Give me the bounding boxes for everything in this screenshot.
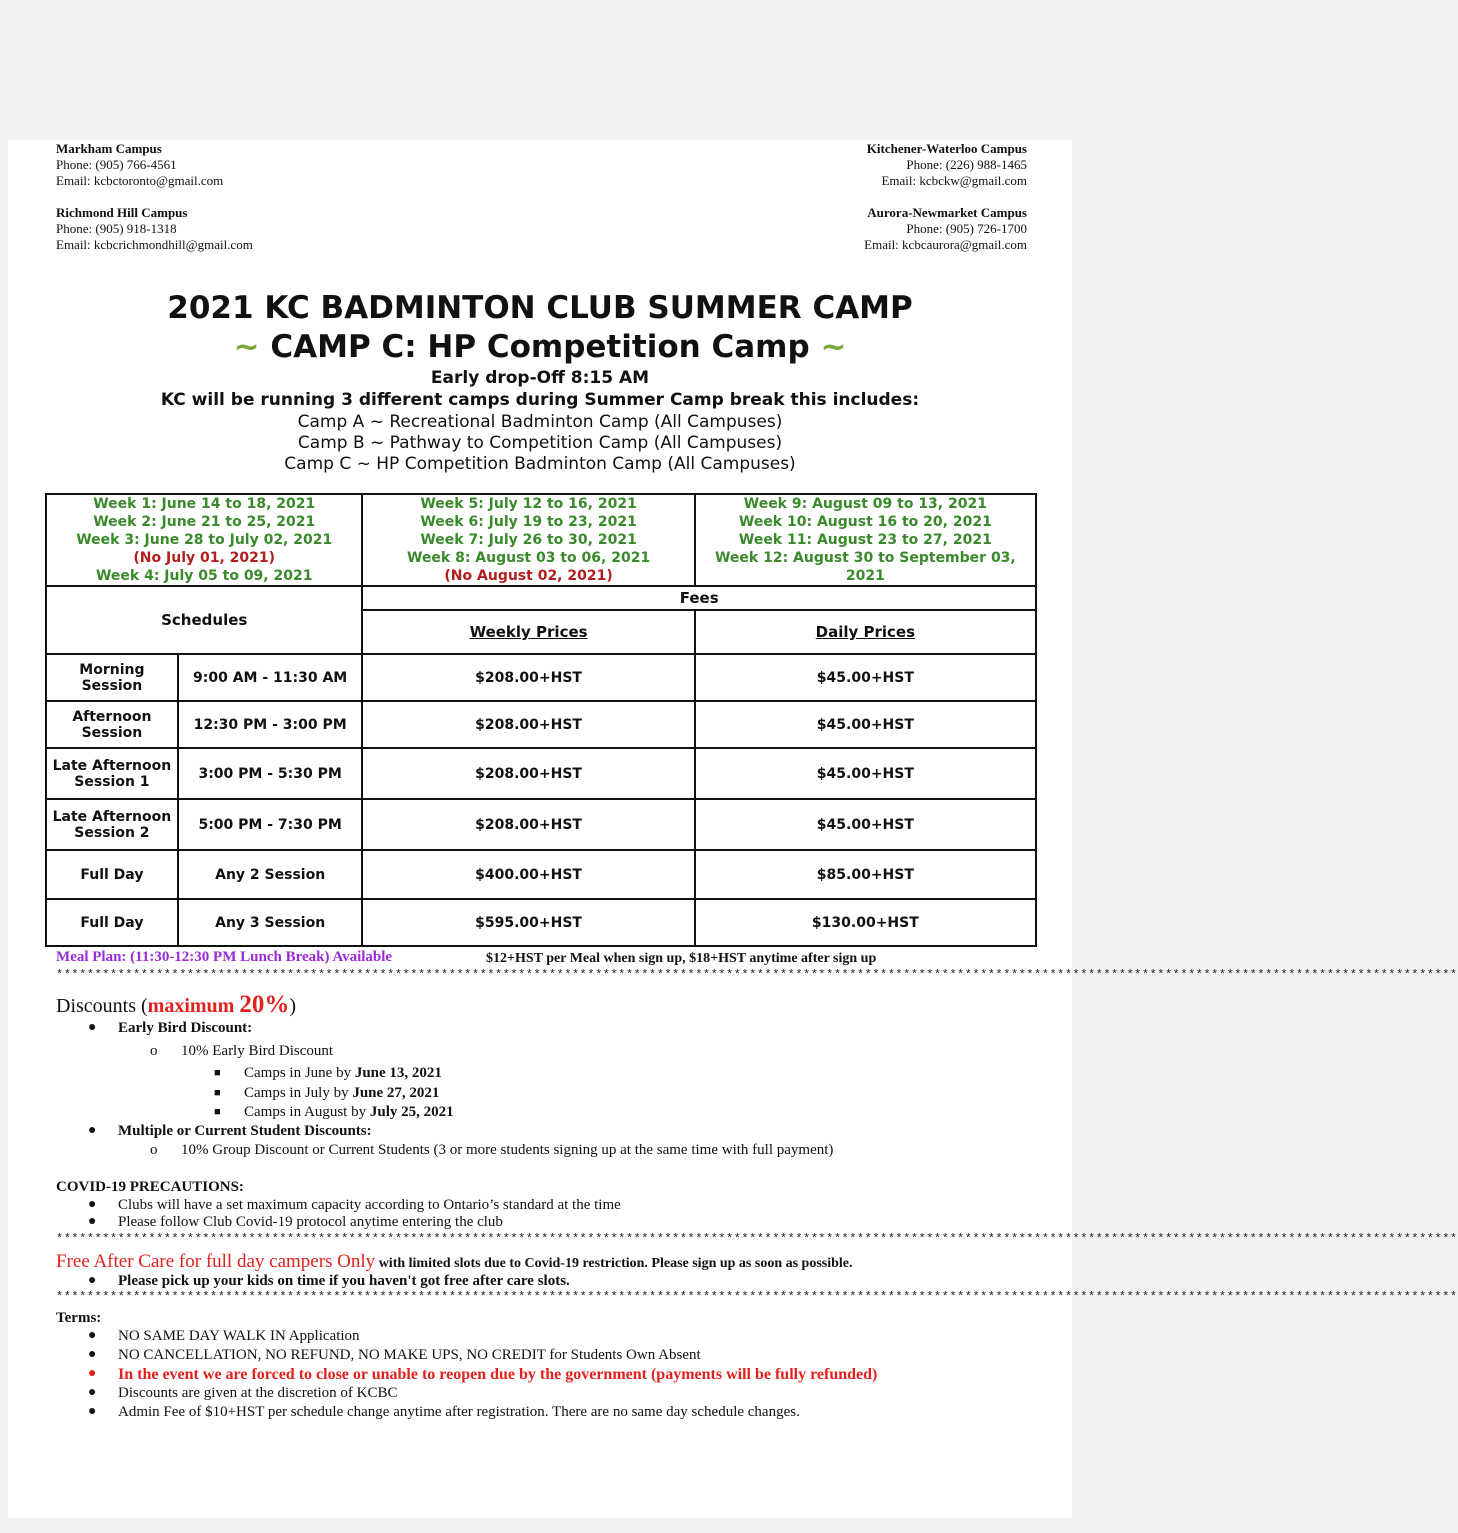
aftercare-line: Free After Care for full day campers Only with limited slots due to Covid-19 restriction. Please sign up as soon as possible.: [56, 1251, 853, 1272]
table-row: Morning Session 9:00 AM - 11:30 AM $208.00+HST $45.00+HST: [46, 654, 1036, 701]
page-title: 2021 KC BADMINTON CLUB SUMMER CAMP: [167, 290, 913, 326]
table-row: Afternoon Session 12:30 PM - 3:00 PM $208.00+HST $45.00+HST: [46, 701, 1036, 748]
star-divider: **************************************************************************************************************************************************************************************: [56, 1232, 1458, 1246]
markham-campus: [56, 141, 223, 189]
early-bird-sub: 10% Early Bird Discount: [181, 1043, 334, 1059]
aurora-campus: [864, 205, 1027, 253]
table-row: Full Day Any 2 Session $400.00+HST $85.00+HST: [46, 850, 1036, 899]
campus-phone: Phone: (905) 766-4561: [56, 157, 177, 172]
bullet-dot: ●: [88, 1404, 97, 1419]
campus-email: Email: kcbcaurora@gmail.com: [864, 237, 1027, 252]
bullet-square: ■: [214, 1087, 221, 1099]
bullet-dot: ●: [88, 1385, 97, 1400]
camp-list-item: Camp A ~ Recreational Badminton Camp (All Campuses): [297, 412, 783, 432]
schedule-table: [45, 493, 1037, 947]
intro-text: KC will be running 3 different camps during Summer Camp break this includes:: [160, 390, 920, 410]
terms-item-refund: In the event we are forced to close or unable to reopen due by the government (payments will be fully refunded): [118, 1366, 878, 1383]
early-bird-item: Camps in July by June 27, 2021: [244, 1085, 440, 1101]
weekly-prices-header: Weekly Prices: [362, 610, 694, 654]
richmond-campus: [56, 205, 253, 253]
aftercare-note: Please pick up your kids on time if you haven't got free after care slots.: [118, 1273, 570, 1289]
bullet-dot: ●: [88, 1123, 97, 1138]
terms-item: NO CANCELLATION, NO REFUND, NO MAKE UPS, NO CREDIT for Students Own Absent: [118, 1347, 701, 1363]
campus-name: Richmond Hill Campus: [56, 205, 188, 220]
bullet-square: ■: [214, 1106, 221, 1118]
bullet-dot: ●: [88, 1214, 97, 1229]
meal-plan-price: $12+HST per Meal when sign up, $18+HST anytime after sign up: [486, 951, 877, 966]
early-bird-label: Early Bird Discount:: [118, 1020, 253, 1036]
weeks-august-september: Week 9: August 09 to 13, 2021 Week 10: August 16 to 20, 2021 Week 11: August 23 to 27, 2021 Week 12: August 30 to September 03, 2021: [695, 494, 1036, 586]
early-bird-item: Camps in August by July 25, 2021: [244, 1104, 454, 1120]
camp-subtitle: ~ CAMP C: HP Competition Camp ~: [233, 329, 847, 365]
camp-list-item: Camp B ~ Pathway to Competition Camp (All Campuses): [297, 433, 783, 453]
multi-discount-sub: 10% Group Discount or Current Students (3 or more students signing up at the same time with full payment): [181, 1142, 834, 1158]
terms-item: Admin Fee of $10+HST per schedule change anytime after registration. There are no same day schedule changes.: [118, 1404, 800, 1420]
campus-email: Email: kcbckw@gmail.com: [881, 173, 1027, 188]
covid-item: Please follow Club Covid-19 protocol anytime entering the club: [118, 1214, 503, 1230]
discounts-heading: Discounts (maximum 20%): [56, 991, 297, 1018]
camp-list-item: Camp C ~ HP Competition Badminton Camp (All Campuses): [284, 454, 796, 474]
bullet-dot: ●: [88, 1347, 97, 1362]
campus-phone: Phone: (905) 918-1318: [56, 221, 177, 236]
terms-item: Discounts are given at the discretion of KCBC: [118, 1385, 398, 1401]
bullet-square: ■: [214, 1067, 221, 1079]
bullet-dot: ●: [88, 1366, 97, 1381]
tilde-right: ~: [820, 329, 847, 365]
table-row: Late Afternoon Session 2 5:00 PM - 7:30 PM $208.00+HST $45.00+HST: [46, 799, 1036, 850]
covid-item: Clubs will have a set maximum capacity according to Ontario’s standard at the time: [118, 1197, 621, 1213]
bullet-dot: ●: [88, 1328, 97, 1343]
bullet-dot: ●: [88, 1197, 97, 1212]
dropoff-text: Early drop-Off 8:15 AM: [430, 368, 650, 388]
bullet-circle: o: [150, 1142, 158, 1158]
bullet-dot: ●: [88, 1020, 97, 1035]
daily-prices-header: Daily Prices: [695, 610, 1036, 654]
kitchener-campus: [867, 141, 1027, 189]
meal-plan-label: Meal Plan: (11:30-12:30 PM Lunch Break) Available: [56, 949, 393, 965]
fees-header: Fees: [362, 586, 1036, 610]
bullet-circle: o: [150, 1043, 158, 1059]
campus-email: Email: kcbcrichmondhill@gmail.com: [56, 237, 253, 252]
covid-heading: COVID-19 PRECAUTIONS:: [56, 1179, 244, 1195]
tilde-left: ~: [233, 329, 260, 365]
campus-phone: Phone: (905) 726-1700: [906, 221, 1027, 236]
campus-phone: Phone: (226) 988-1465: [906, 157, 1027, 172]
star-divider: **************************************************************************************************************************************************************************************: [56, 1290, 1458, 1304]
weeks-row: [46, 494, 1036, 586]
table-row: Full Day Any 3 Session $595.00+HST $130.00+HST: [46, 899, 1036, 946]
campus-name: Kitchener-Waterloo Campus: [866, 141, 1027, 156]
early-bird-item: Camps in June by June 13, 2021: [244, 1065, 442, 1081]
terms-heading: Terms:: [56, 1310, 102, 1326]
weeks-june-july: Week 1: June 14 to 18, 2021 Week 2: June 21 to 25, 2021 Week 3: June 28 to July 02, 2021 (No July 01, 2021) Week 4: July 05 to 09, 2021: [46, 494, 362, 586]
star-divider: **************************************************************************************************************************************************************************************: [56, 968, 1458, 982]
schedules-header: Schedules: [46, 586, 362, 654]
weeks-july-august: Week 5: July 12 to 16, 2021 Week 6: July 19 to 23, 2021 Week 7: July 26 to 30, 2021 Week 8: August 03 to 06, 2021 (No August 02, 2021): [362, 494, 694, 586]
terms-item: NO SAME DAY WALK IN Application: [118, 1328, 360, 1344]
bullet-dot: ●: [88, 1273, 97, 1288]
campus-name: Markham Campus: [56, 141, 162, 156]
multi-discount-label: Multiple or Current Student Discounts:: [118, 1123, 372, 1139]
campus-name: Aurora-Newmarket Campus: [867, 205, 1027, 220]
campus-email: Email: kcbctoronto@gmail.com: [56, 173, 224, 188]
table-row: Late Afternoon Session 1 3:00 PM - 5:30 PM $208.00+HST $45.00+HST: [46, 748, 1036, 799]
document-page: [8, 140, 1458, 1518]
